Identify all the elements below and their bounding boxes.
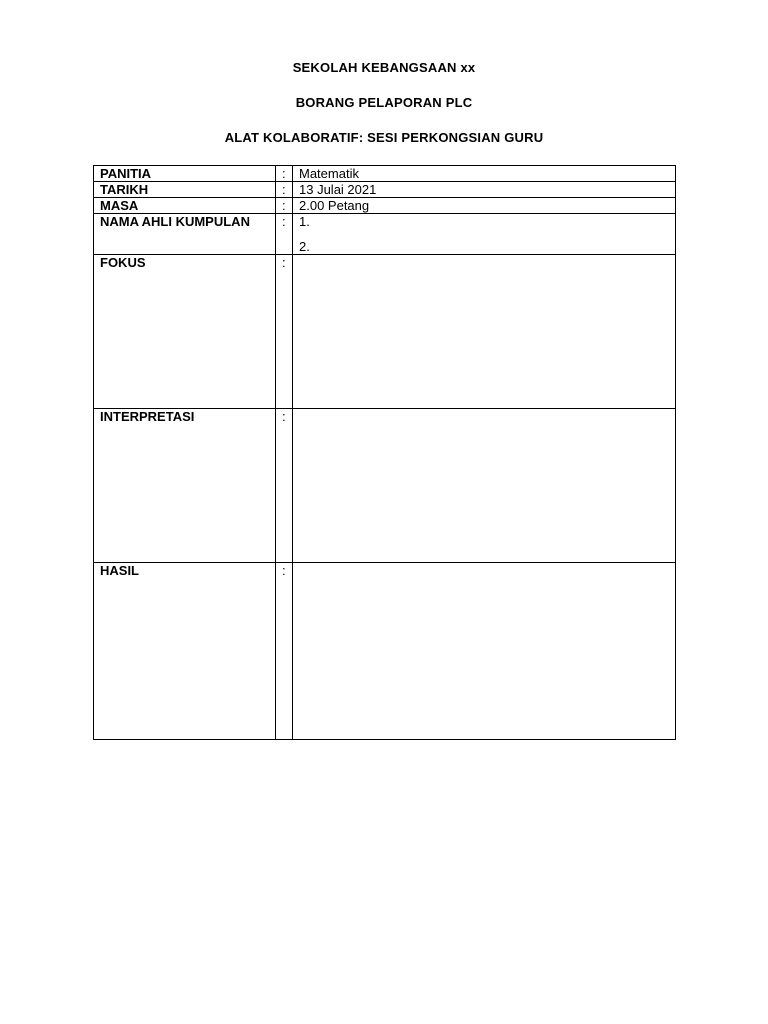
tool-title: ALAT KOLABORATIF: SESI PERKONGSIAN GURU <box>224 130 544 145</box>
school-name: SEKOLAH KEBANGSAAN xx <box>292 60 476 75</box>
colon: : <box>276 409 293 563</box>
label-hasil: HASIL <box>94 563 276 740</box>
label-interpretasi: INTERPRETASI <box>94 409 276 563</box>
label-nama-ahli-kumpulan: NAMA AHLI KUMPULAN <box>94 214 276 255</box>
colon: : <box>276 166 293 182</box>
form-title: BORANG PELAPORAN PLC <box>295 95 473 110</box>
value-fokus[interactable] <box>293 255 676 409</box>
row-tarikh <box>94 182 676 198</box>
colon: : <box>276 182 293 198</box>
value-tarikh[interactable]: 13 Julai 2021 <box>293 182 676 198</box>
row-fokus <box>94 255 676 409</box>
value-hasil[interactable] <box>293 563 676 740</box>
member-1: 1. <box>299 214 310 229</box>
colon: : <box>276 198 293 214</box>
label-fokus: FOKUS <box>94 255 276 409</box>
plc-report-table <box>93 165 676 740</box>
value-masa[interactable]: 2.00 Petang <box>293 198 676 214</box>
label-tarikh: TARIKH <box>94 182 276 198</box>
member-2: 2. <box>299 239 310 254</box>
label-masa: MASA <box>94 198 276 214</box>
row-nama-ahli-kumpulan <box>94 214 676 255</box>
value-interpretasi[interactable] <box>293 409 676 563</box>
colon: : <box>276 214 293 255</box>
value-members[interactable] <box>293 214 676 255</box>
label-panitia: PANITIA <box>94 166 276 182</box>
row-panitia <box>94 166 676 182</box>
row-interpretasi <box>94 409 676 563</box>
colon: : <box>276 255 293 409</box>
row-masa <box>94 198 676 214</box>
colon: : <box>276 563 293 740</box>
value-panitia[interactable]: Matematik <box>293 166 676 182</box>
row-hasil <box>94 563 676 740</box>
